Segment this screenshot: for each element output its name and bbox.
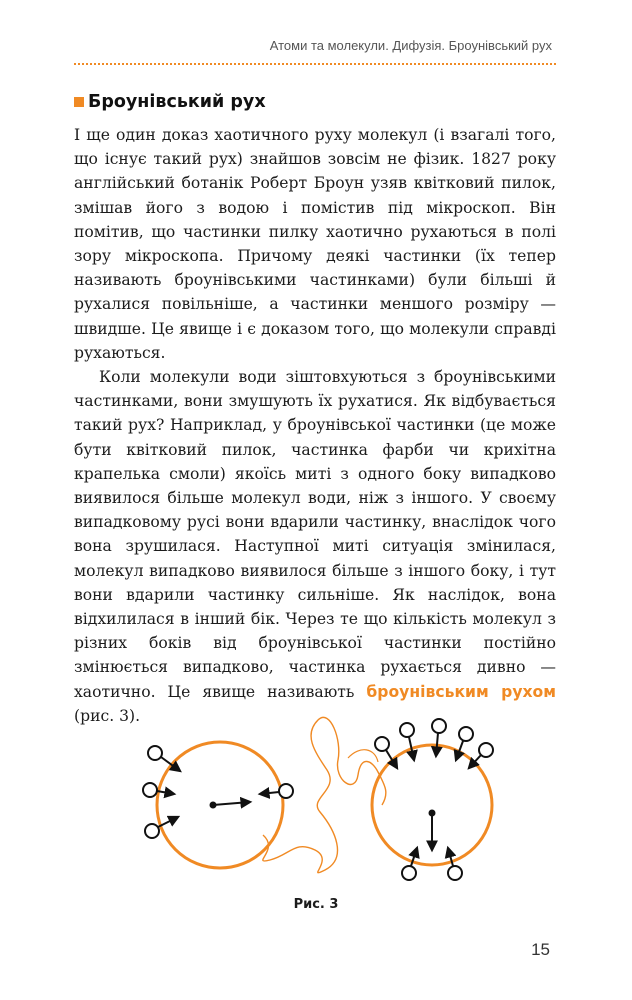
paragraph-2 (74, 365, 556, 728)
highlighted-term: броунівським рухом (366, 682, 556, 701)
section-title-text: Броунівський рух (88, 92, 266, 112)
water-molecule (448, 866, 462, 880)
paragraph-2-text: Коли молекули води зіштовхуються з броунівськими частинками, вони змушують їх рухатися. Як відбувається такий рух? Наприклад, у броунівської частинки (це може бути квітковий пилок, частинка фарби чи крихітна крапелька смоли) якоїсь миті з одного боку випадково виявилося більше молекул води, ніж з іншого. У своєму випадковому русі вони вдарили частинку, внаслідок чого вона зрушилася. Наступної миті ситуація змінилася, молекул випадково виявилося більше з іншого боку, і тут вони вдарили частинку сильніше. Як наслідок, вона відхилилася в інший бік. Через те що кількість молекул з різних боків від броунівської частинки постійно змінюється випадково, частинка рухається дивно — хаотично. Це явище називають (74, 368, 556, 701)
paragraph-1: І ще один доказ хаотичного руху молекул (і взагалі того, що існує такий рух) знайшов зовсім не фізик. 1827 року англійський ботанік Роберт Броун узяв квітковий пилок, змішав його з водою і помістив під мікроскоп. Він помітив, що частинки пилку хаотично рухаються в полі зору мікроскопа. Причому деякі частинки (їх тепер називають броунівськими частинками) були більші й рухалися повільніше, а частинки меншого розміру — швидше. Це явище і є доказом того, що молекули справді рухаються. (74, 126, 556, 362)
page-number: 15 (531, 940, 550, 959)
header-divider (74, 63, 556, 65)
water-molecule (400, 723, 414, 737)
molecule-arrow (436, 733, 438, 756)
water-molecule (145, 824, 159, 838)
water-molecule (479, 743, 493, 757)
brownian-motion-figure (120, 700, 520, 890)
section-marker-icon (74, 97, 84, 107)
water-molecule (459, 727, 473, 741)
resultant-arrow-left (213, 802, 250, 805)
molecule-arrow (158, 817, 178, 827)
water-molecule (402, 866, 416, 880)
water-molecule (143, 783, 157, 797)
figure-reference: (рис. 3). (74, 706, 141, 725)
body-text (74, 123, 556, 728)
water-molecule (279, 784, 293, 798)
figure-caption: Рис. 3 (293, 897, 339, 912)
section-title (74, 92, 266, 112)
water-molecule (148, 746, 162, 760)
water-molecule (375, 737, 389, 751)
molecule-arrow (260, 792, 279, 794)
trajectory-path (348, 750, 378, 762)
running-header: Атоми та молекули. Дифузія. Броунівський рух (269, 38, 552, 53)
water-molecule (432, 719, 446, 733)
